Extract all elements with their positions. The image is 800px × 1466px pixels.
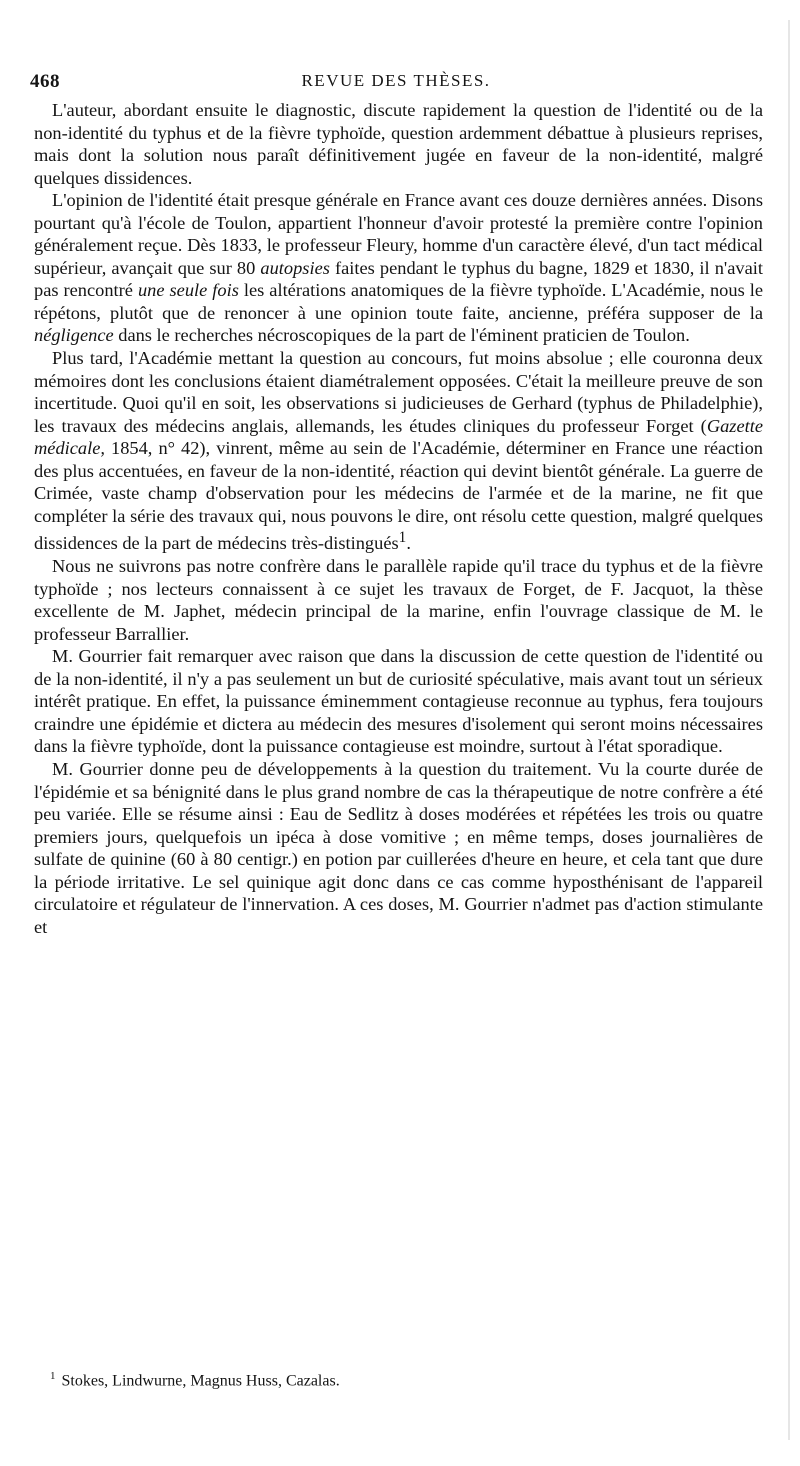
footnote-reference: 1	[398, 529, 407, 547]
text-run: Nous ne suivrons pas notre confrère dans le parallèle rapide qu'il trace du typhus et de la fièvre typhoïde ; nos lecteurs connaissent à ce sujet les travaux de Forget, de F. Jacquot, la thèse excellente de M. Japhet, médecin principal de la marine, enfin l'ouvrage classique de M. le professeur Barrallier.	[34, 556, 763, 644]
text-run: les altérations anatomiques de la fièvre typhoïde. L'Académie, nous le répétons, plutôt que de renoncer à une opinion toute faite, ancienne, préféra supposer de la	[34, 280, 764, 323]
italic-text: Gazette médicale,	[34, 415, 763, 459]
page-edge-shadow	[788, 20, 790, 1440]
text-run: M. Gourrier fait remarquer avec raison que dans la discussion de cette question de l'identité ou de la non-identité, il n'y a pas seulement un but de curiosité spéculative, mais avant tout un sérieux intérêt pratique. En effet, la puissance éminemment contagieuse reconnue au typhus, fera toujours craindre une épidémie et dictera au médecin des mesures d'isolement qui seront moins nécessaires dans la fièvre typhoïde, dont la puissance contagieuse est moindre, surtout à l'état sporadique.	[34, 646, 763, 757]
text-run: L'opinion de l'identité était presque générale en France avant ces douze dernières années. Disons pourtant qu'à l'école de Toulon, appartient l'honneur d'avoir protesté la première contre l'opinion généralement reçue. Dès 1833, le professeur Fleury, homme d'un caractère élevé, d'un tact médical supérieur, avançait que sur 80	[34, 190, 763, 278]
page-number: 468	[30, 71, 60, 92]
paragraph	[34, 189, 763, 347]
running-title: REVUE DES THÈSES.	[301, 71, 491, 90]
footnote	[50, 1366, 750, 1391]
text-run: M. Gourrier donne peu de développements à la question du traitement. Vu la courte durée de l'épidémie et sa bénignité dans le plus grand nombre de cas la thérapeutique de notre confrère a été peu variée. Elle se résume ainsi : Eau de Sedlitz à doses modérées et répétées les trois ou quatre premiers jours, quelquefois un ipéca à dose vomitive ; en même temps, doses journalières de sulfate de quinine (60 à 80 centigr.) en potion par cuillerées d'heure en heure, et cela tant que dure la période irritative. Le sel quinique agit donc dans ce cas comme hyposthénisant de l'appareil circulatoire et régulateur de l'innervation. A ces doses, M. Gourrier n'admet pas d'action stimulante et	[34, 758, 763, 937]
text-run: dans le recherches nécroscopiques de la part de l'éminent praticien de Toulon.	[113, 325, 690, 346]
italic-text: autopsies	[260, 257, 330, 278]
paragraph	[34, 645, 763, 758]
paragraph	[34, 555, 763, 645]
text-run: 1854, n° 42), vinrent, même au sein de l'Académie, déterminer en France une réaction des plus accentuées, en faveur de la non-identité, réaction qui devint bientôt générale. La guerre de Crimée, vaste champ d'observation pour les médecins de l'armée et de la marine, ne fit que compléter la série des travaux qui, nous pouvons le dire, ont résolu cette question, malgré quelques dissidences de la part de médecins très-distingués	[34, 438, 763, 554]
footnote-marker: 1	[50, 1370, 56, 1382]
paragraph	[34, 347, 763, 555]
paragraph	[34, 758, 763, 938]
page-header	[30, 71, 762, 95]
italic-text: une seule fois	[137, 280, 239, 301]
text-run: faites pendant le typhus du bagne, 1829 et 1830, il n'avait pas rencontré	[34, 257, 763, 301]
italic-text: négligence	[34, 325, 114, 346]
text-run: .	[406, 533, 411, 554]
body-text	[34, 99, 763, 938]
footnote-text: Stokes, Lindwurne, Magnus Huss, Cazalas.	[61, 1372, 340, 1390]
text-run: L'auteur, abordant ensuite le diagnostic, discute rapidement la question de l'identité ou de la non-identité du typhus et de la fièvre typhoïde, question ardemment débattue à plusieurs reprises, mais dont la solution nous paraît définitivement jugée en faveur de la non-identité, malgré quelques dissidences.	[34, 100, 763, 188]
text-run: Plus tard, l'Académie mettant la question au concours, fut moins absolue ; elle couronna deux mémoires dont les conclusions étaient diamétralement opposées. C'était la meilleure preuve de son incertitude. Quoi qu'il en soit, les observations si judicieuses de Gerhard (typhus de Philadelphie), les travaux des médecins anglais, allemands, les études cliniques du professeur Forget (	[34, 348, 763, 436]
paragraph	[34, 99, 763, 189]
